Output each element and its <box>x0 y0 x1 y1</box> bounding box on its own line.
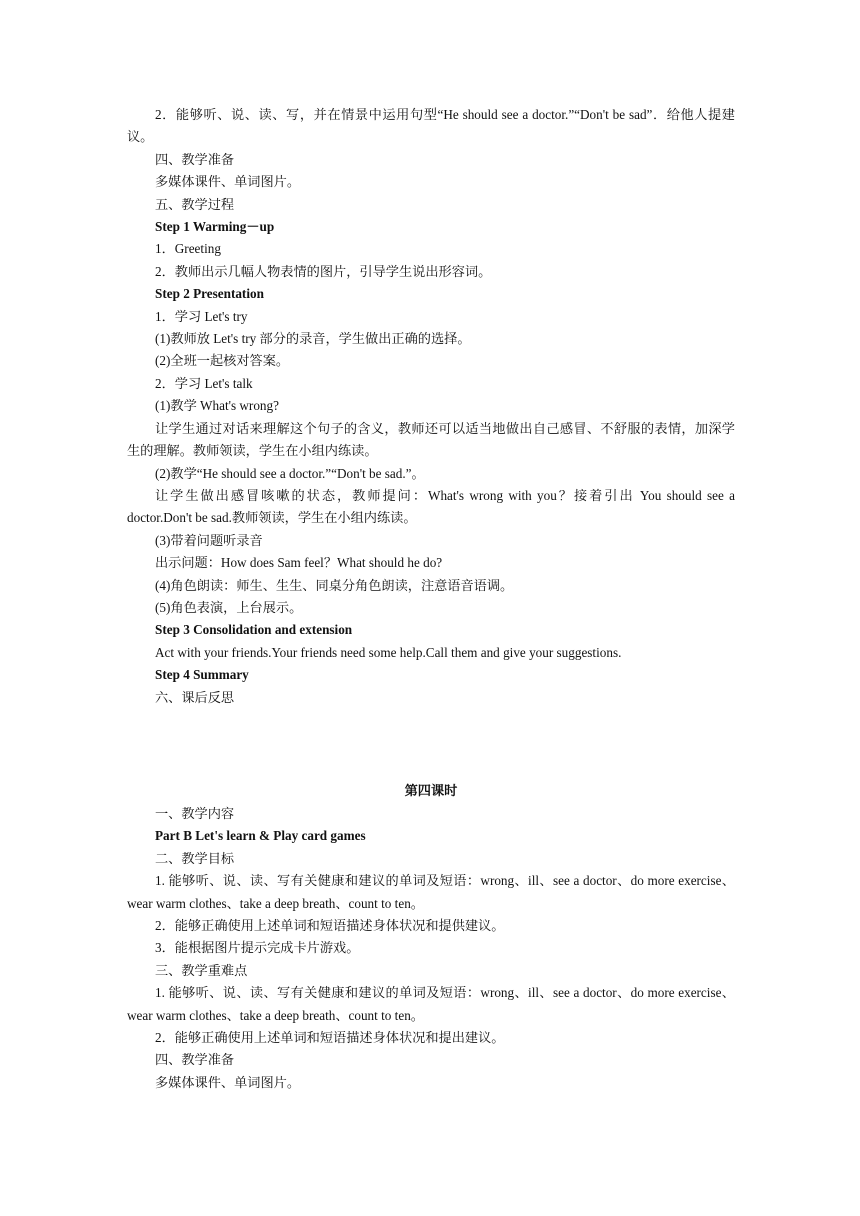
step-2-item-2: 2．学习 Let's talk <box>155 375 253 391</box>
heading-process: 五、教学过程 <box>155 196 235 212</box>
step-2-heading: Step 2 Presentation <box>155 286 264 302</box>
preparation-text-2: 多媒体课件、单词图片。 <box>155 1074 301 1090</box>
heading-reflection: 六、课后反思 <box>155 689 235 705</box>
step-2-item-2e: (5)角色表演，上台展示。 <box>155 599 303 615</box>
key-point-1-text: 1. 能够听、说、读、写有关健康和建议的单词及短语：wrong、ill、see a doctor、do more exercise、wear warm clothes、take a deep breath、count to ten。 <box>127 985 735 1023</box>
step-2-item-2c: (3)带着问题听录音 <box>155 532 263 548</box>
heading-preparation-2: 四、教学准备 <box>155 1052 235 1068</box>
objective-2-text: 2．能够听、说、读、写，并在情景中运用句型“He should see a doctor.”“Don't be sad”．给他人提建议。 <box>127 107 735 145</box>
step-3-text: Act with your friends.Your friends need some help.Call them and give your suggestions. <box>155 644 622 660</box>
lesson-four-section <box>127 803 735 1094</box>
heading-content: 一、教学内容 <box>155 806 235 821</box>
objective-3-text: 3．能根据图片提示完成卡片游戏。 <box>155 940 360 956</box>
objective-2-text: 2．能够正确使用上述单词和短语描述身体状况和提供建议。 <box>155 918 505 934</box>
lesson-three-section <box>127 104 735 709</box>
content-text: Part B Let's learn & Play card games <box>155 828 366 844</box>
lesson-four-title: 第四课时 <box>404 783 458 798</box>
step-1-item-2: 2．教师出示几幅人物表情的图片，引导学生说出形容词。 <box>155 263 492 279</box>
key-point-2-text: 2．能够正确使用上述单词和短语描述身体状况和提出建议。 <box>155 1030 505 1046</box>
heading-key-points: 三、教学重难点 <box>155 962 248 978</box>
objective-1-text: 1. 能够听、说、读、写有关健康和建议的单词及短语：wrong、ill、see a doctor、do more exercise、wear warm clothes、take a deep breath、count to ten。 <box>127 873 735 911</box>
heading-objectives: 二、教学目标 <box>155 850 235 866</box>
step-2-item-1: 1．学习 Let's try <box>155 308 248 324</box>
preparation-text: 多媒体课件、单词图片。 <box>155 174 301 190</box>
step-2-item-2b: (2)教学“He should see a doctor.”“Don't be sad.”。 <box>155 465 425 481</box>
step-2-item-2a-desc: 让学生通过对话来理解这个句子的含义，教师还可以适当地做出自己感冒、不舒服的表情，加深学生的理解。教师领读，学生在小组内练读。 <box>127 420 735 459</box>
step-3-heading: Step 3 Consolidation and extension <box>155 622 353 638</box>
step-2-item-2a: (1)教学 What's wrong? <box>155 398 279 414</box>
step-1-heading: Step 1 Warming－up <box>155 219 275 235</box>
step-2-item-2d: (4)角色朗读：师生、生生、同桌分角色朗读，注意语音语调。 <box>155 577 514 593</box>
heading-preparation: 四、教学准备 <box>155 151 235 167</box>
step-4-heading: Step 4 Summary <box>155 667 249 683</box>
step-2-item-1a: (1)教师放 Let's try 部分的录音，学生做出正确的选择。 <box>155 331 471 347</box>
step-2-item-1b: (2)全班一起核对答案。 <box>155 353 290 369</box>
step-1-item-1: 1．Greeting <box>155 241 221 257</box>
step-2-item-2b-desc: 让学生做出感冒咳嗽的状态，教师提问：What's wrong with you？接着引出 You should see a doctor.Don't be sad.教师领读，学生在小组内练读。 <box>127 487 735 526</box>
step-2-item-2c-desc: 出示问题：How does Sam feel？What should he do? <box>155 555 443 571</box>
